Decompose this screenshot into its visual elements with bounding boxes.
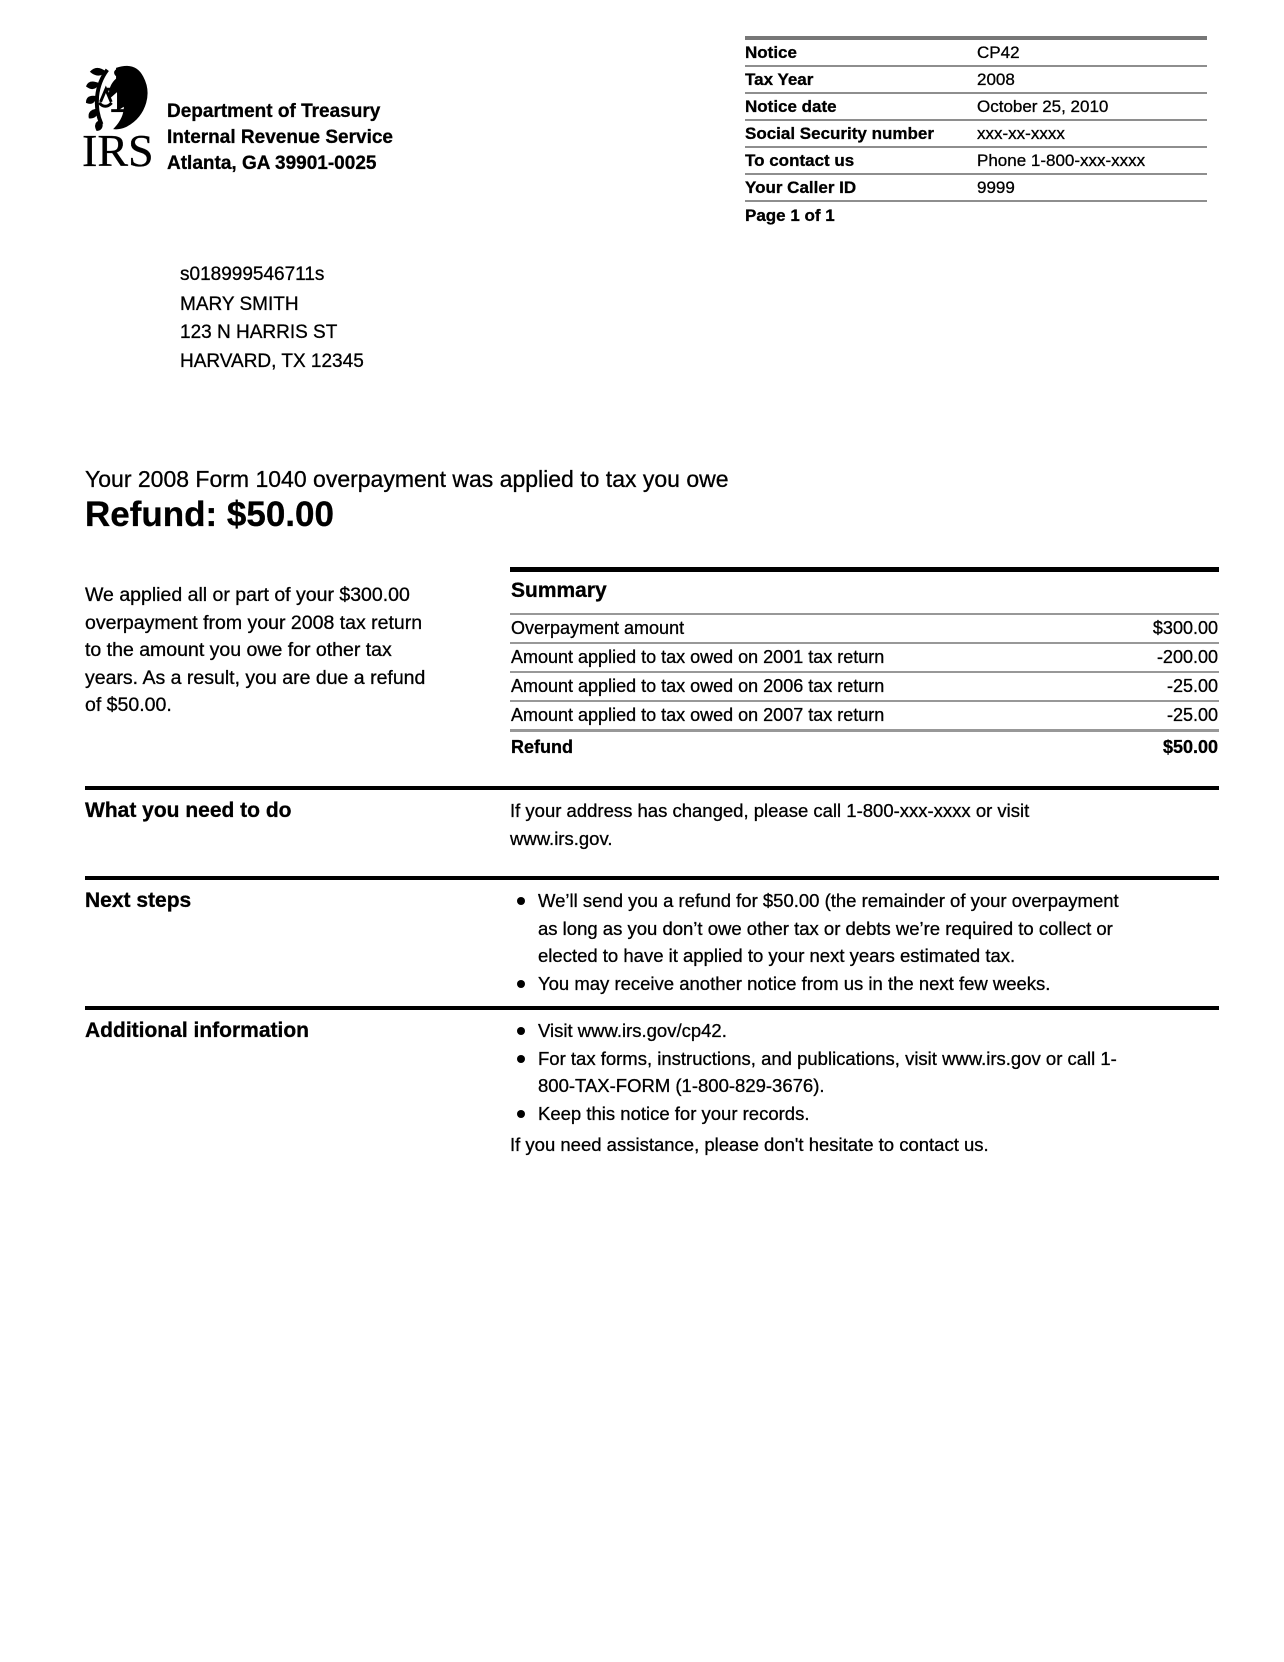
section-title: Next steps — [85, 889, 192, 912]
notice-info-label: Social Security number — [745, 124, 934, 143]
notice-info-label: Notice date — [745, 97, 837, 116]
bullet-text: For tax forms, instructions, and publications, visit www.irs.gov or call 1-800-TAX-FORM (1-800-829-3676). — [538, 1047, 1117, 1096]
notice-info-label: Tax Year — [745, 70, 814, 89]
summary-row-value: -200.00 — [1156, 647, 1218, 667]
irs-logo-text: IRS — [82, 125, 154, 176]
table-row — [510, 642, 1219, 671]
notice-info-value: CP42 — [977, 43, 1020, 62]
summary-row-label: Amount applied to tax owed on 2007 tax return — [511, 705, 885, 725]
bullet-dot-icon — [517, 1055, 525, 1063]
table-row — [745, 175, 1207, 202]
table-row — [745, 121, 1207, 148]
section-title: What you need to do — [85, 799, 292, 822]
section-body — [510, 1010, 1134, 1159]
notice-info-value: October 25, 2010 — [977, 97, 1109, 116]
notice-info-value: 2008 — [977, 70, 1015, 89]
table-row — [510, 671, 1219, 700]
bullet-dot-icon — [517, 1027, 525, 1035]
agency-line: Atlanta, GA 39901-0025 — [167, 153, 377, 174]
summary-row-label: Amount applied to tax owed on 2001 tax return — [511, 647, 885, 667]
notice-info-value: Phone 1-800-xxx-xxxx — [977, 151, 1146, 170]
agency-line: Department of Treasury — [167, 101, 381, 122]
summary-row-value: -25.00 — [1166, 676, 1218, 696]
bullet-text: You may receive another notice from us in the next few weeks. — [538, 972, 1051, 994]
table-row — [745, 40, 1207, 67]
list-item — [510, 1100, 1134, 1128]
list-item — [510, 970, 1134, 998]
section-title: Additional information — [85, 1019, 309, 1042]
notice-info-value: 9999 — [977, 178, 1015, 197]
section-next-steps — [85, 876, 1219, 997]
notice-info-table — [745, 36, 1207, 226]
summary-panel — [510, 567, 1219, 761]
notice-info-label: Notice — [745, 43, 797, 62]
summary-row-label: Overpayment amount — [511, 618, 685, 638]
recipient-street: 123 N HARRIS ST — [180, 322, 338, 343]
notice-info-label: To contact us — [745, 151, 855, 170]
summary-row-value: -25.00 — [1166, 705, 1218, 725]
summary-row-value: $300.00 — [1152, 618, 1218, 638]
bullet-dot-icon — [517, 980, 525, 988]
notice-info-value: xxx-xx-xxxx — [977, 124, 1065, 143]
bullet-text: Keep this notice for your records. — [538, 1102, 810, 1124]
section-what-you-need-to-do — [85, 786, 1219, 852]
bullet-dot-icon — [517, 1110, 525, 1118]
table-row — [510, 700, 1219, 729]
list-item — [510, 1045, 1134, 1100]
list-item — [510, 1017, 1134, 1045]
mail-routing-code: s018999546711s — [180, 264, 325, 285]
table-row — [510, 613, 1219, 642]
list-item — [510, 887, 1134, 970]
summary-row-label: Amount applied to tax owed on 2006 tax return — [511, 676, 885, 696]
summary-title: Summary — [511, 579, 607, 602]
page-indicator: Page 1 of 1 — [745, 206, 835, 225]
section-body: If your address has changed, please call 1-800-xxx-xxxx or visit www.irs.gov. — [510, 800, 1030, 849]
bullet-text: Visit www.irs.gov/cp42. — [538, 1020, 727, 1041]
table-row — [745, 148, 1207, 175]
notice-info-label: Your Caller ID — [745, 178, 857, 197]
recipient-city-state-zip: HARVARD, TX 12345 — [180, 350, 364, 372]
table-row — [745, 94, 1207, 121]
summary-row-value: $50.00 — [1162, 737, 1218, 757]
agency-line: Internal Revenue Service — [167, 127, 393, 148]
refund-headline: Refund: $50.00 — [85, 495, 334, 534]
bullet-dot-icon — [517, 897, 525, 905]
table-row — [745, 67, 1207, 94]
recipient-name: MARY SMITH — [180, 293, 299, 315]
notice-subject: Your 2008 Form 1040 overpayment was applied to tax you owe — [85, 466, 729, 492]
intro-paragraph: We applied all or part of your $300.00 overpayment from your 2008 tax return to the amount you owe for other tax years. As a result, you are due a refund of $50.00. — [85, 584, 426, 717]
bullet-text: We’ll send you a refund for $50.00 (the remainder of your overpayment as long as you don’t owe other tax or debts we’re required to collect or elected to have it applied to your next years estimated tax. — [538, 890, 1119, 966]
summary-row-label: Refund — [511, 737, 573, 757]
section-additional-information — [85, 1006, 1219, 1159]
summary-refund-row — [510, 729, 1219, 761]
recipient-address-block — [180, 261, 364, 376]
section-body — [510, 880, 1134, 997]
assistance-note: If you need assistance, please don't hesitate to contact us. — [510, 1134, 989, 1155]
agency-address-block — [167, 99, 393, 177]
irs-eagle-logo-icon — [84, 64, 152, 132]
